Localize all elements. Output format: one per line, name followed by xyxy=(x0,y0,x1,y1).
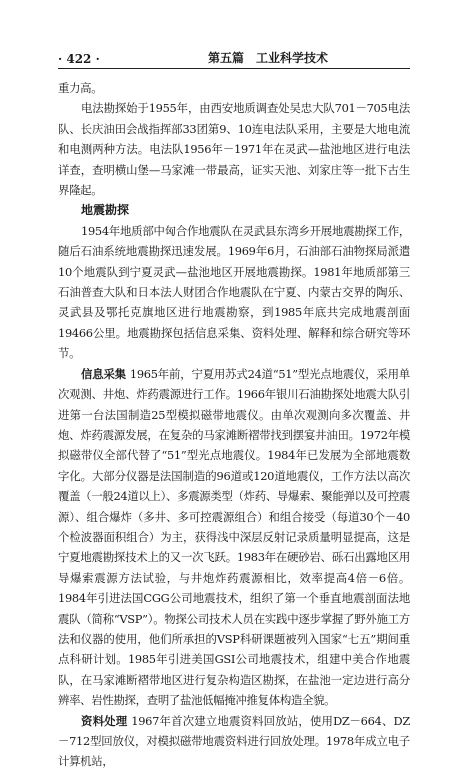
subsection-label-acquisition: 信息采集 xyxy=(81,366,126,381)
section-heading-seismic: 地震勘探 xyxy=(81,203,130,218)
running-title: 第五篇 工业科学技术 xyxy=(208,51,329,65)
body-text xyxy=(58,78,410,772)
paragraph-continued: 重力高。 xyxy=(58,81,103,95)
subsection-label-processing: 资料处理 xyxy=(81,713,128,728)
paragraph-seismic-intro: 1954年地质部中匈合作地震队在灵武县东湾乡开展地震勘探工作，随后石油系统地震勘探迅速发展。1969年6月，石油部石油物探局派遣10个地震队到宁夏灵武—盐池地区开展地震勘探。1981年地质部第三石油普查大队和日本法人财团合作地震队在宁夏、内蒙古交界的陶乐、灵武县及鄂托克旗地区进行地震勘察，到1985年底共完成地震剖面19466公里。地震勘探包括信息采集、资料处理、解释和综合研究等环节。 xyxy=(58,223,410,361)
page-header xyxy=(58,44,410,66)
page-number: · 422 · xyxy=(58,52,100,66)
paragraph-processing-body: 1967年首次建立地震资料回放站，使用DZ－664、DZ－712型回放仪，对模拟磁带地震资料进行回放处理。1978年成立电子计算机站， xyxy=(58,713,410,769)
paragraph-electrical-survey: 电法勘探始于1955年，由西安地质调查处吴忠大队701－705电法队、长庆油田会战指挥部33团第9、10连电法队采用，主要是大地电流和电测两种方法。电法队1956年－1971年在灵武—盐池地区进行电法详查，查明横山堡—马家滩一带最高，证实天池、刘家庄等一批下古生界隆起。 xyxy=(58,101,410,198)
header-rule xyxy=(58,68,410,69)
paragraph-acquisition-body: 1965年前，宁夏用苏式24道“51”型光点地震仪，采用单次观测、井炮、炸药震源进行工作。1966年银川石油勘探处地震大队引进第一台法国制造25型模拟磁带地震仪。由单次观测向多次覆盖、井炮、炸药震源发展，在复杂的马家滩断褶带找到摆宴井油田。1972年模拟磁带仪全部代替了“51”型光点地震仪。1984年已发展为全部地震数字化。大部分仪器是法国制造的96道或120道地震仪，工作方法以高次覆盖（一般24道以上）、多震源类型（炸药、导爆索、聚能弹以及可控震源）、组合爆炸（多井、多可控震源组合）和组合接受（每道30个－40个检波器面积组合）为主，获得浅中深层反射记录质量明显提高，这是宁夏地震勘探技术上的又一次飞跃。1983年在硬砂岩、砾石出露地区用导爆索震源方法试验，与井炮炸药震源相比，效率提高4倍－6倍。1984年引进法国CGG公司地震技术，组织了第一个垂直地震剖面法地震队（简称“VSP”）。物探公司技术人员在实践中逐步掌握了野外施工方法和仪器的使用，他们所承担的VSP科研课题被列入国家“七五”期间重点科研计划。1985年引进美国GSI公司地震技术，组建中美合作地震队，在马家滩断褶带地区进行复杂构造区勘探，在盐池一定边进行高分辨率、岩性勘探，查明了盐池低幅掩冲推复体构造全貌。 xyxy=(58,366,411,708)
paragraph-data-processing xyxy=(58,711,410,772)
paragraph-data-acquisition xyxy=(58,364,410,711)
